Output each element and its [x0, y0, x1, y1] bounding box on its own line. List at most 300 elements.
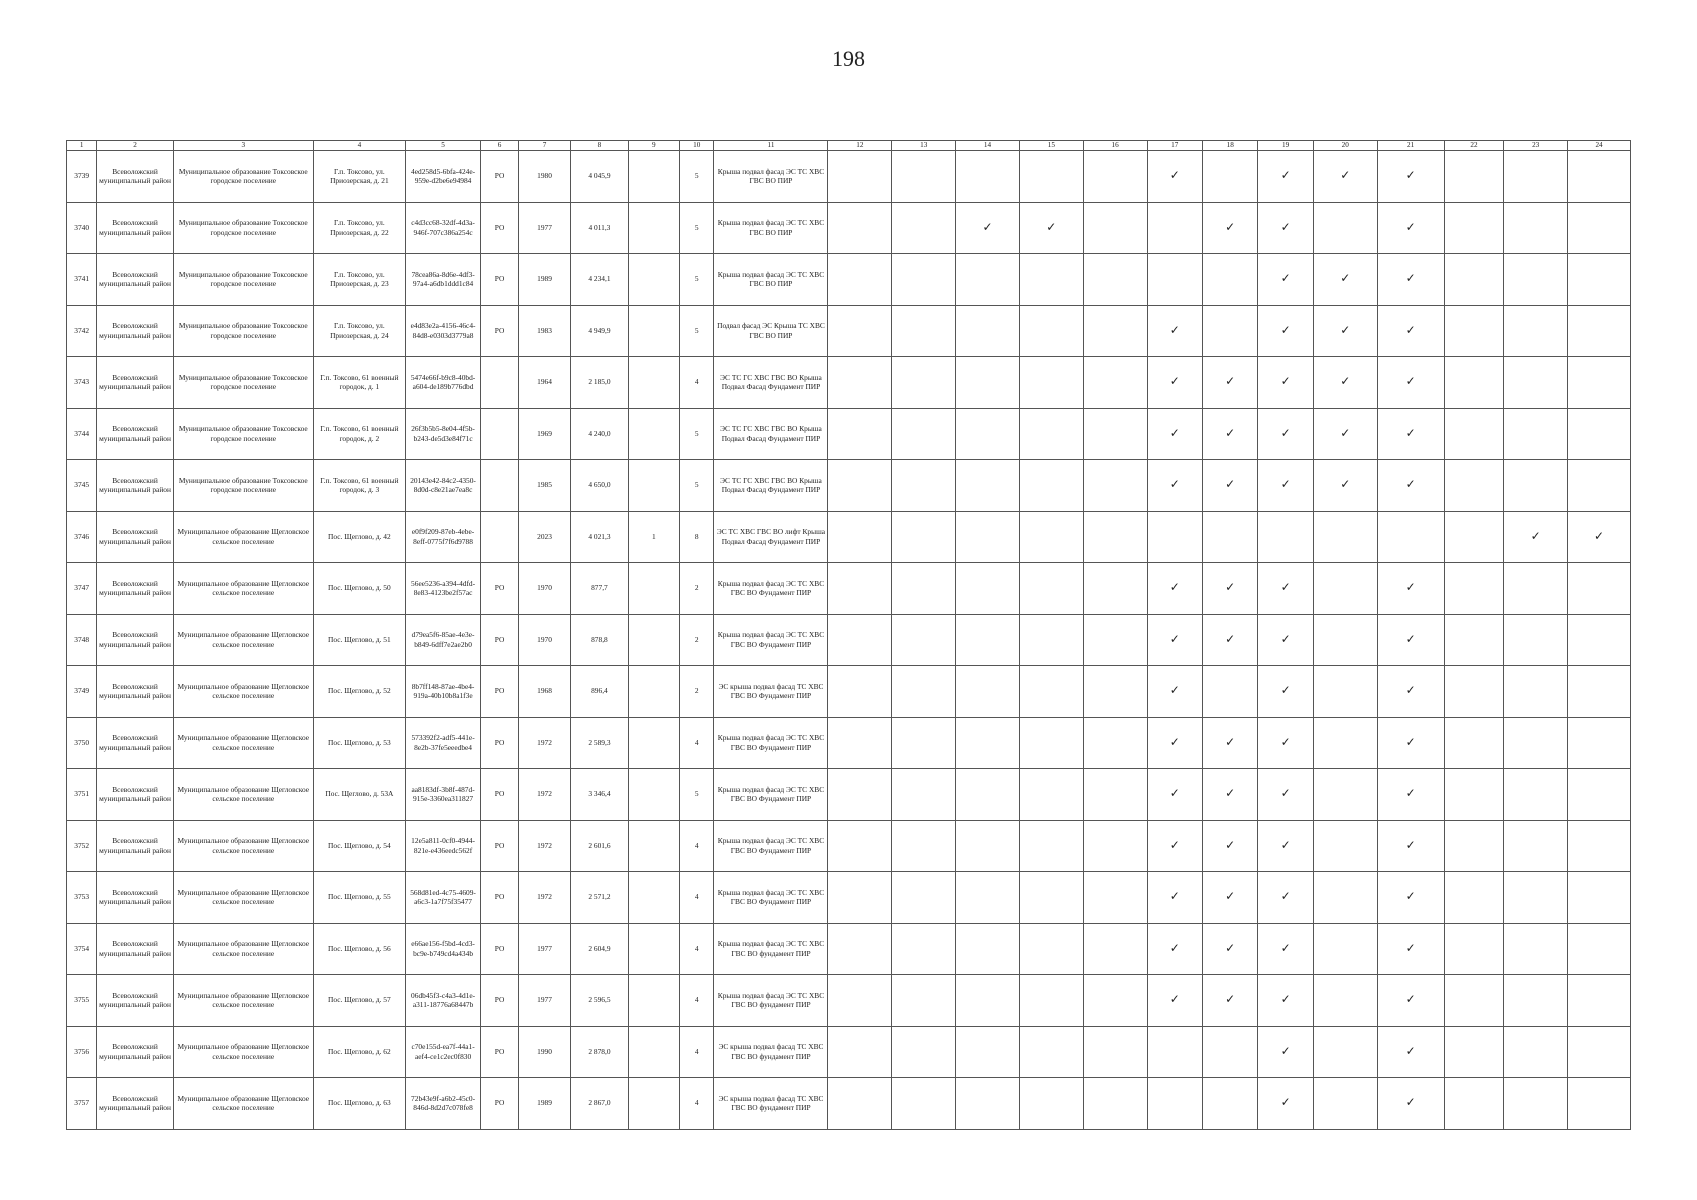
- work-col-24-cell: [1568, 202, 1631, 254]
- work-col-19-cell: [1258, 254, 1313, 306]
- check-mark-icon: ✓: [1405, 940, 1416, 955]
- work-col-17-cell: [1147, 408, 1202, 460]
- work-col-19-cell: [1258, 666, 1313, 718]
- work-col-18-cell: [1202, 820, 1257, 872]
- municipal-district-cell: Всеволожский муниципальный район: [97, 1026, 173, 1078]
- row-number-cell: 3751: [67, 769, 97, 821]
- total-area-cell: 3 346,4: [571, 769, 629, 821]
- floors-cell: 5: [679, 151, 714, 203]
- table-row: [67, 717, 1631, 769]
- col-9-value-cell: [628, 666, 679, 718]
- work-col-19-cell: [1258, 202, 1313, 254]
- work-types-cell: ЭС крыша подвал фасад ТС ХВС ГВС ВО Фундамент ПИР: [714, 666, 828, 718]
- build-year-cell: 1980: [518, 151, 570, 203]
- work-col-20-cell: [1313, 820, 1377, 872]
- work-col-22-cell: [1444, 923, 1504, 975]
- work-col-19-cell: [1258, 923, 1313, 975]
- total-area-cell: 2 604,9: [571, 923, 629, 975]
- column-number-16: 16: [1083, 141, 1147, 151]
- check-mark-icon: ✓: [1280, 837, 1291, 852]
- address-cell: Пос. Щеглово, д. 52: [313, 666, 405, 718]
- col-9-value-cell: [628, 202, 679, 254]
- work-col-22-cell: [1444, 614, 1504, 666]
- table-row: [67, 305, 1631, 357]
- house-guid-cell: 26f3b5b5-8e04-4f5b-b243-de5d3e84f71c: [405, 408, 480, 460]
- municipal-district-cell: Всеволожский муниципальный район: [97, 408, 173, 460]
- row-number-cell: 3740: [67, 202, 97, 254]
- work-types-cell: ЭС крыша подвал фасад ТС ХВС ГВС ВО фундамент ПИР: [714, 1078, 828, 1130]
- row-number-cell: 3741: [67, 254, 97, 306]
- work-col-14-cell: [956, 923, 1020, 975]
- total-area-cell: 2 601,6: [571, 820, 629, 872]
- ro-mark-cell: [481, 357, 519, 409]
- work-col-13-cell: [892, 563, 956, 615]
- work-col-18-cell: [1202, 151, 1257, 203]
- municipal-entity-cell: Муниципальное образование Щегловское сельское поселение: [173, 614, 313, 666]
- total-area-cell: 4 045,9: [571, 151, 629, 203]
- check-mark-icon: ✓: [1405, 374, 1416, 389]
- floors-cell: 4: [679, 975, 714, 1027]
- ro-mark-cell: РО: [481, 151, 519, 203]
- col-9-value-cell: [628, 151, 679, 203]
- work-col-17-cell: [1147, 717, 1202, 769]
- floors-cell: 5: [679, 460, 714, 512]
- build-year-cell: 1989: [518, 254, 570, 306]
- work-col-19-cell: [1258, 820, 1313, 872]
- address-cell: Пос. Щеглово, д. 51: [313, 614, 405, 666]
- municipal-district-cell: Всеволожский муниципальный район: [97, 254, 173, 306]
- ro-mark-cell: РО: [481, 254, 519, 306]
- work-col-23-cell: [1504, 305, 1568, 357]
- municipal-district-cell: Всеволожский муниципальный район: [97, 357, 173, 409]
- check-mark-icon: ✓: [1340, 271, 1351, 286]
- check-mark-icon: ✓: [1169, 889, 1180, 904]
- build-year-cell: 1983: [518, 305, 570, 357]
- ro-mark-cell: РО: [481, 666, 519, 718]
- work-types-cell: Крыша подвал фасад ЭС ТС ХВС ГВС ВО ПИР: [714, 202, 828, 254]
- work-col-13-cell: [892, 511, 956, 563]
- check-mark-icon: ✓: [1169, 374, 1180, 389]
- address-cell: Пос. Щеглово, д. 50: [313, 563, 405, 615]
- column-number-21: 21: [1377, 141, 1444, 151]
- check-mark-icon: ✓: [1405, 683, 1416, 698]
- register-table: [66, 140, 1631, 1130]
- municipal-entity-cell: Муниципальное образование Щегловское сельское поселение: [173, 975, 313, 1027]
- work-types-cell: Подвал фасад ЭС Крыша ТС ХВС ГВС ВО ПИР: [714, 305, 828, 357]
- work-col-24-cell: [1568, 254, 1631, 306]
- work-col-12-cell: [828, 1078, 892, 1130]
- work-col-13-cell: [892, 1078, 956, 1130]
- address-cell: Г.п. Токсово, ул. Приозерская, д. 22: [313, 202, 405, 254]
- page-number: 198: [832, 46, 865, 71]
- floors-cell: 8: [679, 511, 714, 563]
- work-col-18-cell: [1202, 408, 1257, 460]
- work-col-19-cell: [1258, 460, 1313, 512]
- work-col-18-cell: [1202, 717, 1257, 769]
- work-col-17-cell: [1147, 923, 1202, 975]
- build-year-cell: 1972: [518, 717, 570, 769]
- total-area-cell: 2 596,5: [571, 975, 629, 1027]
- work-col-24-cell: [1568, 460, 1631, 512]
- municipal-entity-cell: Муниципальное образование Щегловское сельское поселение: [173, 923, 313, 975]
- work-col-12-cell: [828, 820, 892, 872]
- work-col-19-cell: [1258, 563, 1313, 615]
- work-col-15-cell: [1019, 1078, 1083, 1130]
- work-col-18-cell: [1202, 1026, 1257, 1078]
- work-col-19-cell: [1258, 769, 1313, 821]
- work-col-15-cell: [1019, 151, 1083, 203]
- work-col-20-cell: [1313, 460, 1377, 512]
- work-col-12-cell: [828, 872, 892, 924]
- work-col-18-cell: [1202, 305, 1257, 357]
- col-9-value-cell: [628, 769, 679, 821]
- address-cell: Пос. Щеглово, д. 53: [313, 717, 405, 769]
- work-col-20-cell: [1313, 1026, 1377, 1078]
- check-mark-icon: ✓: [1405, 734, 1416, 749]
- work-col-17-cell: [1147, 872, 1202, 924]
- ro-mark-cell: РО: [481, 820, 519, 872]
- check-mark-icon: ✓: [1405, 271, 1416, 286]
- build-year-cell: 1972: [518, 820, 570, 872]
- work-col-12-cell: [828, 460, 892, 512]
- work-col-20-cell: [1313, 1078, 1377, 1130]
- work-col-12-cell: [828, 614, 892, 666]
- work-col-24-cell: [1568, 563, 1631, 615]
- total-area-cell: 2 878,0: [571, 1026, 629, 1078]
- work-col-20-cell: [1313, 923, 1377, 975]
- work-col-24-cell: [1568, 820, 1631, 872]
- work-col-18-cell: [1202, 975, 1257, 1027]
- municipal-district-cell: Всеволожский муниципальный район: [97, 563, 173, 615]
- municipal-district-cell: Всеволожский муниципальный район: [97, 717, 173, 769]
- ro-mark-cell: РО: [481, 717, 519, 769]
- municipal-district-cell: Всеволожский муниципальный район: [97, 1078, 173, 1130]
- check-mark-icon: ✓: [1169, 837, 1180, 852]
- check-mark-icon: ✓: [1169, 940, 1180, 955]
- work-col-21-cell: [1377, 923, 1444, 975]
- house-guid-cell: 78cea86a-8d6e-4df3-97a4-a6db1ddd1c84: [405, 254, 480, 306]
- municipal-district-cell: Всеволожский муниципальный район: [97, 151, 173, 203]
- work-col-16-cell: [1083, 975, 1147, 1027]
- column-number-1: 1: [67, 141, 97, 151]
- house-guid-cell: e0f9f209-87eb-4ebe-8eff-0775f7f6d9788: [405, 511, 480, 563]
- ro-mark-cell: РО: [481, 1026, 519, 1078]
- row-number-cell: 3744: [67, 408, 97, 460]
- work-col-23-cell: [1504, 563, 1568, 615]
- work-col-24-cell: [1568, 614, 1631, 666]
- check-mark-icon: ✓: [1405, 631, 1416, 646]
- house-guid-cell: 12e5a811-0cf0-4944-821e-e436eedc562f: [405, 820, 480, 872]
- municipal-district-cell: Всеволожский муниципальный район: [97, 872, 173, 924]
- check-mark-icon: ✓: [1405, 837, 1416, 852]
- work-col-14-cell: [956, 820, 1020, 872]
- work-col-13-cell: [892, 151, 956, 203]
- work-col-20-cell: [1313, 872, 1377, 924]
- work-col-24-cell: [1568, 717, 1631, 769]
- house-guid-cell: 4ed258d5-6bfa-424e-959e-d2be6e94984: [405, 151, 480, 203]
- work-col-16-cell: [1083, 305, 1147, 357]
- check-mark-icon: ✓: [1340, 322, 1351, 337]
- work-col-22-cell: [1444, 460, 1504, 512]
- work-col-15-cell: [1019, 923, 1083, 975]
- work-col-18-cell: [1202, 357, 1257, 409]
- work-col-20-cell: [1313, 614, 1377, 666]
- row-number-cell: 3754: [67, 923, 97, 975]
- work-col-21-cell: [1377, 254, 1444, 306]
- address-cell: Г.п. Токсово, 61 военный городок, д. 2: [313, 408, 405, 460]
- build-year-cell: 1972: [518, 769, 570, 821]
- work-col-14-cell: [956, 717, 1020, 769]
- floors-cell: 4: [679, 717, 714, 769]
- work-col-19-cell: [1258, 357, 1313, 409]
- work-col-23-cell: [1504, 923, 1568, 975]
- work-col-23-cell: [1504, 151, 1568, 203]
- table-row: [67, 1078, 1631, 1130]
- table-row: [67, 614, 1631, 666]
- check-mark-icon: ✓: [1169, 734, 1180, 749]
- work-col-16-cell: [1083, 769, 1147, 821]
- check-mark-icon: ✓: [1225, 786, 1236, 801]
- table-row: [67, 202, 1631, 254]
- floors-cell: 4: [679, 1026, 714, 1078]
- work-col-15-cell: [1019, 872, 1083, 924]
- build-year-cell: 1977: [518, 923, 570, 975]
- check-mark-icon: ✓: [1169, 477, 1180, 492]
- work-col-21-cell: [1377, 202, 1444, 254]
- floors-cell: 4: [679, 820, 714, 872]
- check-mark-icon: ✓: [1594, 528, 1605, 543]
- work-col-16-cell: [1083, 202, 1147, 254]
- row-number-cell: 3757: [67, 1078, 97, 1130]
- work-col-21-cell: [1377, 1078, 1444, 1130]
- work-col-18-cell: [1202, 614, 1257, 666]
- municipal-entity-cell: Муниципальное образование Токсовское городское поселение: [173, 151, 313, 203]
- work-col-18-cell: [1202, 460, 1257, 512]
- work-col-14-cell: [956, 151, 1020, 203]
- work-col-23-cell: [1504, 254, 1568, 306]
- build-year-cell: 1989: [518, 1078, 570, 1130]
- work-col-14-cell: [956, 408, 1020, 460]
- column-number-10: 10: [679, 141, 714, 151]
- work-col-16-cell: [1083, 357, 1147, 409]
- work-col-17-cell: [1147, 202, 1202, 254]
- table-row: [67, 563, 1631, 615]
- work-col-18-cell: [1202, 872, 1257, 924]
- work-col-15-cell: [1019, 769, 1083, 821]
- build-year-cell: 1969: [518, 408, 570, 460]
- check-mark-icon: ✓: [1280, 940, 1291, 955]
- check-mark-icon: ✓: [1169, 683, 1180, 698]
- municipal-entity-cell: Муниципальное образование Токсовское городское поселение: [173, 408, 313, 460]
- work-col-16-cell: [1083, 872, 1147, 924]
- work-col-13-cell: [892, 872, 956, 924]
- work-col-23-cell: [1504, 872, 1568, 924]
- address-cell: Г.п. Токсово, 61 военный городок, д. 1: [313, 357, 405, 409]
- work-col-21-cell: [1377, 666, 1444, 718]
- work-col-20-cell: [1313, 254, 1377, 306]
- house-guid-cell: 8b7ff148-87ae-4be4-919a-40b10b8a1f3e: [405, 666, 480, 718]
- work-col-22-cell: [1444, 666, 1504, 718]
- work-col-24-cell: [1568, 408, 1631, 460]
- work-col-23-cell: [1504, 1078, 1568, 1130]
- column-number-4: 4: [313, 141, 405, 151]
- total-area-cell: 4 011,3: [571, 202, 629, 254]
- check-mark-icon: ✓: [1046, 219, 1057, 234]
- check-mark-icon: ✓: [982, 219, 993, 234]
- work-col-20-cell: [1313, 305, 1377, 357]
- check-mark-icon: ✓: [1280, 374, 1291, 389]
- floors-cell: 2: [679, 563, 714, 615]
- work-col-24-cell: [1568, 511, 1631, 563]
- column-number-12: 12: [828, 141, 892, 151]
- work-col-20-cell: [1313, 717, 1377, 769]
- floors-cell: 5: [679, 305, 714, 357]
- work-col-23-cell: [1504, 1026, 1568, 1078]
- work-col-12-cell: [828, 666, 892, 718]
- row-number-cell: 3750: [67, 717, 97, 769]
- address-cell: Г.п. Токсово, ул. Приозерская, д. 24: [313, 305, 405, 357]
- work-col-15-cell: [1019, 202, 1083, 254]
- work-col-14-cell: [956, 666, 1020, 718]
- work-col-23-cell: [1504, 460, 1568, 512]
- col-9-value-cell: [628, 408, 679, 460]
- work-col-12-cell: [828, 1026, 892, 1078]
- work-col-24-cell: [1568, 1026, 1631, 1078]
- work-col-19-cell: [1258, 975, 1313, 1027]
- column-number-7: 7: [518, 141, 570, 151]
- house-guid-cell: aa8183df-3b8f-487d-915e-3360ea311827: [405, 769, 480, 821]
- house-guid-cell: c70e155d-ea7f-44a1-aef4-ce1c2ec0f830: [405, 1026, 480, 1078]
- col-9-value-cell: 1: [628, 511, 679, 563]
- work-col-14-cell: [956, 872, 1020, 924]
- build-year-cell: 1977: [518, 975, 570, 1027]
- work-col-17-cell: [1147, 305, 1202, 357]
- check-mark-icon: ✓: [1280, 683, 1291, 698]
- column-number-5: 5: [405, 141, 480, 151]
- work-col-17-cell: [1147, 614, 1202, 666]
- work-col-16-cell: [1083, 820, 1147, 872]
- house-guid-cell: 573392f2-adf5-441e-8e2b-37fe5eeedbe4: [405, 717, 480, 769]
- house-guid-cell: 5474e66f-b9c8-40bd-a604-de189b776dbd: [405, 357, 480, 409]
- check-mark-icon: ✓: [1405, 1043, 1416, 1058]
- work-col-24-cell: [1568, 975, 1631, 1027]
- build-year-cell: 1972: [518, 872, 570, 924]
- work-col-19-cell: [1258, 614, 1313, 666]
- work-col-17-cell: [1147, 1078, 1202, 1130]
- work-col-22-cell: [1444, 511, 1504, 563]
- table-row: [67, 254, 1631, 306]
- work-col-18-cell: [1202, 511, 1257, 563]
- work-col-24-cell: [1568, 872, 1631, 924]
- work-col-16-cell: [1083, 1078, 1147, 1130]
- table-row: [67, 460, 1631, 512]
- work-col-22-cell: [1444, 872, 1504, 924]
- work-col-12-cell: [828, 202, 892, 254]
- municipal-district-cell: Всеволожский муниципальный район: [97, 666, 173, 718]
- work-col-22-cell: [1444, 151, 1504, 203]
- municipal-entity-cell: Муниципальное образование Токсовское городское поселение: [173, 357, 313, 409]
- table-row: [67, 511, 1631, 563]
- total-area-cell: 2 571,2: [571, 872, 629, 924]
- work-col-12-cell: [828, 975, 892, 1027]
- table-body: [67, 151, 1631, 1130]
- check-mark-icon: ✓: [1169, 786, 1180, 801]
- check-mark-icon: ✓: [1280, 219, 1291, 234]
- total-area-cell: 4 021,3: [571, 511, 629, 563]
- address-cell: Г.п. Токсово, ул. Приозерская, д. 21: [313, 151, 405, 203]
- column-number-14: 14: [956, 141, 1020, 151]
- check-mark-icon: ✓: [1340, 168, 1351, 183]
- work-col-12-cell: [828, 357, 892, 409]
- check-mark-icon: ✓: [1169, 425, 1180, 440]
- build-year-cell: 1968: [518, 666, 570, 718]
- work-col-12-cell: [828, 923, 892, 975]
- column-number-24: 24: [1568, 141, 1631, 151]
- municipal-entity-cell: Муниципальное образование Токсовское городское поселение: [173, 202, 313, 254]
- work-col-16-cell: [1083, 408, 1147, 460]
- work-col-15-cell: [1019, 1026, 1083, 1078]
- col-9-value-cell: [628, 1078, 679, 1130]
- work-col-18-cell: [1202, 666, 1257, 718]
- work-col-15-cell: [1019, 820, 1083, 872]
- check-mark-icon: ✓: [1225, 374, 1236, 389]
- build-year-cell: 1970: [518, 563, 570, 615]
- work-col-16-cell: [1083, 614, 1147, 666]
- check-mark-icon: ✓: [1280, 734, 1291, 749]
- check-mark-icon: ✓: [1169, 168, 1180, 183]
- row-number-cell: 3749: [67, 666, 97, 718]
- work-col-22-cell: [1444, 408, 1504, 460]
- work-col-13-cell: [892, 1026, 956, 1078]
- work-col-12-cell: [828, 408, 892, 460]
- work-col-22-cell: [1444, 769, 1504, 821]
- work-col-19-cell: [1258, 1078, 1313, 1130]
- check-mark-icon: ✓: [1340, 477, 1351, 492]
- col-9-value-cell: [628, 460, 679, 512]
- work-col-23-cell: [1504, 614, 1568, 666]
- work-col-14-cell: [956, 563, 1020, 615]
- work-col-13-cell: [892, 923, 956, 975]
- column-number-22: 22: [1444, 141, 1504, 151]
- work-col-16-cell: [1083, 1026, 1147, 1078]
- work-col-22-cell: [1444, 254, 1504, 306]
- work-col-19-cell: [1258, 305, 1313, 357]
- register-table-container: [66, 140, 1631, 1130]
- table-row: [67, 408, 1631, 460]
- work-col-23-cell: [1504, 408, 1568, 460]
- work-col-14-cell: [956, 614, 1020, 666]
- check-mark-icon: ✓: [1280, 992, 1291, 1007]
- table-row: [67, 769, 1631, 821]
- col-9-value-cell: [628, 872, 679, 924]
- check-mark-icon: ✓: [1340, 425, 1351, 440]
- check-mark-icon: ✓: [1225, 580, 1236, 595]
- municipal-entity-cell: Муниципальное образование Щегловское сельское поселение: [173, 1078, 313, 1130]
- work-types-cell: Крыша подвал фасад ЭС ТС ХВС ГВС ВО Фундамент ПИР: [714, 563, 828, 615]
- check-mark-icon: ✓: [1280, 271, 1291, 286]
- work-col-24-cell: [1568, 666, 1631, 718]
- column-number-3: 3: [173, 141, 313, 151]
- house-guid-cell: 20143e42-84c2-4350-8d0d-c8e21ae7ea8c: [405, 460, 480, 512]
- ro-mark-cell: [481, 408, 519, 460]
- work-col-17-cell: [1147, 254, 1202, 306]
- check-mark-icon: ✓: [1225, 734, 1236, 749]
- check-mark-icon: ✓: [1169, 992, 1180, 1007]
- work-col-13-cell: [892, 408, 956, 460]
- work-col-17-cell: [1147, 769, 1202, 821]
- check-mark-icon: ✓: [1225, 477, 1236, 492]
- house-guid-cell: d79ea5f6-85ae-4e3e-b849-6dff7e2ae2b0: [405, 614, 480, 666]
